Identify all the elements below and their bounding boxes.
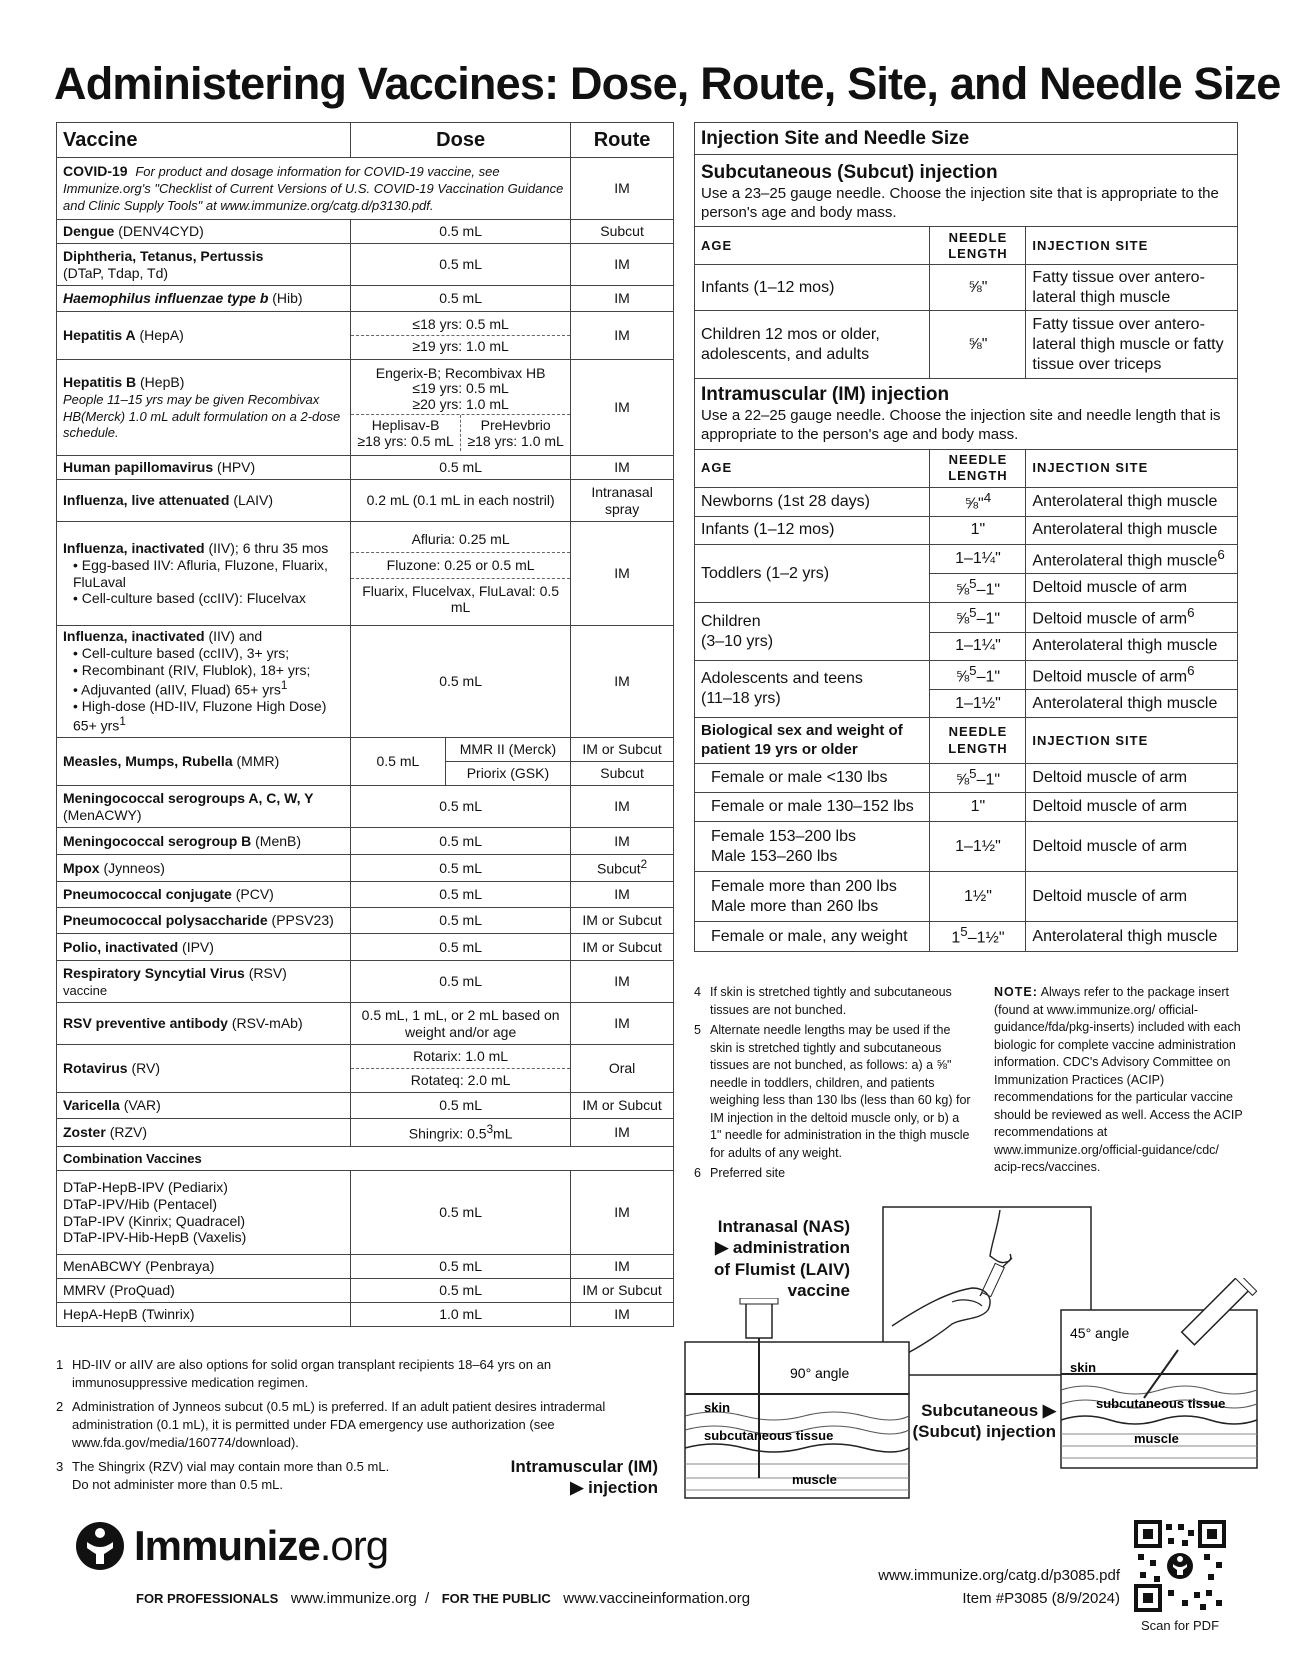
footnote-text: If skin is stretched tightly and subcutaneous tissues are not bunched. bbox=[710, 985, 952, 1017]
vaccine-name: Varicella bbox=[63, 1097, 120, 1114]
footnote-ref: 2 bbox=[640, 858, 648, 872]
col-route: Route bbox=[571, 123, 674, 158]
vaccineinformation-link[interactable]: www.vaccineinformation.org bbox=[563, 1590, 751, 1607]
table-row bbox=[57, 480, 674, 522]
immunize-logo-text bbox=[134, 1522, 388, 1570]
dose: Afluria: 0.25 mL bbox=[351, 527, 570, 553]
bullet: • Adjuvanted (aIIV, Fluad) 65+ yrs bbox=[73, 681, 281, 698]
dose: 0.5 mL bbox=[351, 855, 571, 882]
age: Female or male 130–152 lbs bbox=[695, 793, 930, 822]
vaccine-name: DTaP-IPV (Kinrix; Quadracel) bbox=[63, 1212, 246, 1229]
vaccine-name: Polio, inactivated bbox=[63, 938, 179, 955]
table-row bbox=[57, 828, 674, 855]
route: Intranasal spray bbox=[571, 480, 674, 522]
injection-site: Anterolateral thigh muscle bbox=[1026, 922, 1238, 951]
vaccine-name: DTaP-HepB-IPV (Pediarix) bbox=[63, 1178, 228, 1195]
age: Female or male, any weight bbox=[695, 922, 930, 951]
age: Children 12 mos or older, adolescents, and adults bbox=[695, 311, 930, 379]
age: Children bbox=[701, 612, 761, 630]
route: IM bbox=[571, 828, 674, 855]
footer-right bbox=[820, 1564, 1120, 1611]
injection-site: Anterolateral thigh muscle bbox=[1026, 487, 1238, 516]
vaccine-abbr: (RZV) bbox=[109, 1124, 148, 1141]
needle-length: 1 bbox=[951, 929, 961, 947]
route: IM bbox=[571, 360, 674, 456]
route: IM bbox=[571, 522, 674, 626]
dose: Heplisav-B bbox=[371, 416, 440, 433]
note-text: Always refer to the package insert (found at www.immunize.org/ official-guidance/fda/pkg-inserts) included with each biologic for complete vaccine administration information. CDC's Advisory Committee on Immunization Practices (ACIP) recommendations for the particular vaccine should be reviewed as well. Access the ACIP recommendations at www.immunize.org/official-guidance/cdc/ acip-recs/vaccines. bbox=[994, 985, 1243, 1174]
table-row bbox=[57, 961, 674, 1003]
dose: 0.2 mL (0.1 mL in each nostril) bbox=[351, 480, 571, 522]
vaccine-name: Respiratory Syncytial Virus bbox=[63, 964, 245, 981]
age: Newborns (1st 28 days) bbox=[695, 487, 930, 516]
separator: / bbox=[425, 1590, 430, 1607]
needle-length: ⅝ bbox=[955, 610, 970, 628]
vaccine-name: Hepatitis A bbox=[63, 327, 136, 344]
immunize-logo-icon bbox=[74, 1520, 126, 1572]
logo-suffix: .org bbox=[319, 1522, 389, 1569]
route: IM bbox=[571, 786, 674, 828]
age: Toddlers (1–2 yrs) bbox=[695, 544, 930, 603]
vaccine-abbr: (PCV) bbox=[235, 886, 274, 903]
table-row bbox=[57, 1119, 674, 1147]
footer-links bbox=[136, 1590, 750, 1607]
vaccine-abbr: (PPSV23) bbox=[271, 912, 334, 929]
dose: Rotateq: 2.0 mL bbox=[410, 1072, 511, 1088]
vaccine-abbr: (Jynneos) bbox=[103, 859, 165, 876]
needle-length: 1–1¼" bbox=[930, 632, 1026, 660]
dose: Rotarix: 1.0 mL bbox=[351, 1045, 570, 1069]
section-desc: Use a 23–25 gauge needle. Choose the injection site that is appropriate to the person's age and body mass. bbox=[701, 184, 1219, 221]
table-header: Injection Site and Needle Size bbox=[695, 123, 1238, 155]
table-row bbox=[57, 1279, 674, 1303]
table-row bbox=[695, 311, 1238, 379]
dose: Fluarix, Flucelvax, FluLaval: 0.5 mL bbox=[362, 582, 560, 616]
dose: Fluzone: 0.25 or 0.5 mL bbox=[351, 553, 570, 579]
col-needle-length: NEEDLE LENGTH bbox=[930, 718, 1026, 764]
vaccine-abbr: (RSV) bbox=[248, 964, 287, 981]
col-injection-site: INJECTION SITE bbox=[1026, 718, 1238, 764]
table-row bbox=[695, 793, 1238, 822]
footnote-ref: 6 bbox=[1217, 546, 1225, 562]
vaccine-abbr: (RV) bbox=[131, 1060, 160, 1077]
table-row bbox=[57, 908, 674, 934]
footnote-ref: 1 bbox=[119, 715, 126, 729]
vaccine-name: Dengue bbox=[63, 223, 115, 240]
muscle-label: muscle bbox=[1134, 1431, 1179, 1446]
vaccine-name: Influenza, live attenuated bbox=[63, 492, 230, 509]
dose: 0.5 mL bbox=[351, 220, 571, 244]
vaccine-name: Pneumococcal polysaccharide bbox=[63, 912, 268, 929]
footnote-number: 3 bbox=[56, 1458, 64, 1474]
vaccine-abbr: (IIV); 6 thru 35 mos bbox=[208, 539, 329, 556]
needle-length: ⅝ bbox=[955, 668, 970, 686]
route: IM or Subcut bbox=[571, 738, 674, 762]
bullet: • Cell-culture based (ccIIV), 3+ yrs; bbox=[73, 645, 290, 662]
route: Oral bbox=[571, 1045, 674, 1093]
subcut-label: Subcutaneous ▶ (Subcut) injection bbox=[912, 1401, 1056, 1442]
table-row bbox=[57, 1171, 674, 1255]
syringe bbox=[746, 1300, 772, 1338]
col-vaccine: Vaccine bbox=[57, 123, 351, 158]
injection-site-table bbox=[694, 122, 1238, 952]
vaccine-abbr: (MenB) bbox=[255, 832, 302, 849]
vaccine-abbr: (HepA) bbox=[139, 327, 184, 344]
route: IM bbox=[571, 961, 674, 1003]
vaccine-table bbox=[56, 122, 674, 1327]
footnote-ref: 6 bbox=[1187, 662, 1195, 678]
dose: Shingrix: 0.5 bbox=[408, 1125, 487, 1142]
table-row bbox=[695, 872, 1238, 922]
vaccine-name: DTaP-IPV/Hib (Pentacel) bbox=[63, 1195, 218, 1212]
dose: 0.5 mL bbox=[351, 828, 571, 855]
needle-length: 1–1½" bbox=[930, 822, 1026, 872]
dose: 0.5 mL bbox=[351, 1093, 571, 1119]
footnote-number: 5 bbox=[694, 1023, 701, 1037]
table-row bbox=[57, 312, 674, 360]
route: Subcut bbox=[571, 762, 674, 786]
injection-site: Anterolateral thigh muscle bbox=[1032, 552, 1218, 570]
age: Female more than 200 lbs bbox=[711, 877, 897, 895]
vaccine-name: Measles, Mumps, Rubella bbox=[63, 753, 233, 770]
table-row bbox=[695, 487, 1238, 516]
route: IM bbox=[571, 244, 674, 286]
vaccine-table-header bbox=[57, 123, 674, 158]
needle-length: 1½" bbox=[930, 872, 1026, 922]
needle-length: –1" bbox=[976, 610, 1001, 628]
table-row bbox=[57, 1303, 674, 1327]
table-row bbox=[695, 544, 1238, 573]
dose: ≥18 yrs: 0.5 mL bbox=[357, 433, 454, 450]
immunize-link[interactable]: www.immunize.org bbox=[290, 1590, 417, 1607]
vaccine-name: Rotavirus bbox=[63, 1060, 128, 1077]
table-row bbox=[695, 660, 1238, 689]
table-row bbox=[695, 764, 1238, 793]
vaccine-abbr: (HepB) bbox=[140, 373, 185, 390]
dose: 1.0 mL bbox=[351, 1303, 571, 1327]
table-row bbox=[695, 516, 1238, 544]
footnote-text: Alternate needle lengths may be used if the skin is stretched tightly and subcutaneous tissues are not bunched, as follows: a) a ⅝" needle in toddlers, children, and patients weighing less than 130 lbs (less than 60 kg) for IM injection in the deltoid muscle only, or b) a 1" needle for administration in the thigh muscle for adults of any weight. bbox=[710, 1023, 971, 1160]
dose: ≥19 yrs: 1.0 mL bbox=[412, 338, 509, 354]
product: Priorix (GSK) bbox=[445, 762, 570, 786]
footnote-number: 4 bbox=[694, 985, 701, 999]
section-title: Subcutaneous (Subcut) injection bbox=[701, 162, 998, 183]
scan-label: Scan for PDF bbox=[1140, 1618, 1220, 1633]
footnote-number: 1 bbox=[56, 1357, 64, 1372]
footnote-ref: 5 bbox=[960, 924, 968, 940]
footnote-ref: 6 bbox=[1187, 605, 1195, 621]
col-age: AGE bbox=[695, 227, 930, 265]
footnote-ref: 5 bbox=[969, 662, 977, 678]
age: Infants (1–12 mos) bbox=[695, 265, 930, 311]
dose: ≥18 yrs: 1.0 mL bbox=[467, 433, 564, 450]
needle-length: –1½" bbox=[967, 929, 1005, 947]
dose: 0.5 mL bbox=[351, 1255, 571, 1279]
vaccine-abbr: (DTaP, Tdap, Td) bbox=[63, 264, 169, 281]
injection-site: Anterolateral thigh muscle bbox=[1026, 690, 1238, 718]
needle-length: 1–1¼" bbox=[930, 544, 1026, 573]
footnote-ref: 3 bbox=[486, 1122, 494, 1136]
product: MMR II (Merck) bbox=[445, 738, 570, 762]
injection-site: Fatty tissue over antero-lateral thigh muscle bbox=[1026, 265, 1238, 311]
footnote-ref: 5 bbox=[969, 605, 977, 621]
table-row bbox=[695, 822, 1238, 872]
vaccine-name: Zoster bbox=[63, 1124, 106, 1141]
note-box bbox=[994, 984, 1244, 1177]
nas-label: Intranasal (NAS) ▶ administration of Flumist (LAIV) vaccine bbox=[714, 1217, 850, 1300]
age: Male more than 260 lbs bbox=[711, 897, 879, 915]
footnote-text: HD-IIV or aIIV are also options for solid organ transplant recipients 18–64 yrs on an immunosuppressive medication regimen. bbox=[72, 1357, 552, 1390]
dose: 0.5 mL bbox=[351, 1171, 571, 1255]
dose: 0.5 mL, 1 mL, or 2 mL based on weight and/or age bbox=[351, 1003, 571, 1045]
muscle-label: muscle bbox=[792, 1472, 837, 1487]
dose: PreHevbrio bbox=[480, 416, 551, 433]
vaccine-note: For product and dosage information for COVID-19 vaccine, see Immunize.org's "Checklist of Current Versions of U.S. COVID-19 Vaccination Guidance and Clinic Supply Tools" at www.immunize.org/catg.d/p3130.pdf. bbox=[63, 164, 564, 213]
table-row bbox=[57, 1093, 674, 1119]
needle-length: ⅝" bbox=[930, 265, 1026, 311]
needle-length: –1" bbox=[976, 771, 1001, 789]
vaccine-abbr: (MMR) bbox=[236, 753, 280, 770]
subcut-tissue-label: subcutaneous tissue bbox=[1096, 1396, 1226, 1411]
table-row bbox=[57, 626, 674, 738]
injection-site: Deltoid muscle of arm bbox=[1026, 822, 1238, 872]
adult-header: Biological sex and weight of patient 19 yrs or older bbox=[695, 718, 930, 764]
vaccine-name: COVID-19 bbox=[63, 163, 128, 180]
vaccine-name: Mpox bbox=[63, 859, 100, 876]
col-injection-site: INJECTION SITE bbox=[1026, 449, 1238, 487]
dose-unit: mL bbox=[493, 1125, 513, 1142]
dose: Engerix-B; Recombivax HB bbox=[375, 364, 546, 381]
needle-length: ⅝ bbox=[955, 771, 970, 789]
col-needle-length: NEEDLE LENGTH bbox=[930, 449, 1026, 487]
route: IM or Subcut bbox=[571, 1279, 674, 1303]
route: IM bbox=[571, 312, 674, 360]
dose: ≥20 yrs: 1.0 mL bbox=[412, 395, 509, 412]
table-row bbox=[57, 522, 674, 626]
im-label: Intramuscular (IM) ▶ injection bbox=[510, 1457, 658, 1498]
vaccine-name: Hepatitis B bbox=[63, 373, 137, 390]
vaccine-name: Meningococcal serogroup B bbox=[63, 832, 252, 849]
dose: 0.5 mL bbox=[351, 456, 571, 480]
age: Adolescents and teens bbox=[701, 669, 863, 687]
subcut-tissue-label: subcutaneous tissue bbox=[704, 1428, 834, 1443]
route: IM bbox=[571, 286, 674, 312]
dose: 0.5 mL bbox=[351, 244, 571, 286]
age: Infants (1–12 mos) bbox=[695, 516, 930, 544]
logo-main: Immunize bbox=[134, 1522, 320, 1569]
needle-length: ⅝" bbox=[964, 494, 984, 512]
page-title: Administering Vaccines: Dose, Route, Site, and Needle Size bbox=[54, 58, 1281, 109]
bullet: • Egg-based IIV: Afluria, Fluzone, Fluarix, FluLaval bbox=[73, 556, 328, 590]
needle-length: –1" bbox=[976, 668, 1001, 686]
table-row bbox=[57, 244, 674, 286]
section-title: Intramuscular (IM) injection bbox=[701, 384, 950, 406]
dose: 0.5 mL bbox=[351, 882, 571, 908]
age: (11–18 yrs) bbox=[701, 689, 781, 707]
vaccine-name: MenABCWY (Penbraya) bbox=[57, 1255, 351, 1279]
vaccine-name: Haemophilus influenzae type b bbox=[63, 290, 269, 307]
col-dose: Dose bbox=[351, 123, 571, 158]
angle-label: 90° angle bbox=[790, 1365, 850, 1381]
footnote-ref: 5 bbox=[969, 766, 977, 782]
vaccine-name: RSV preventive antibody bbox=[63, 1015, 228, 1032]
vaccine-abbr: (LAIV) bbox=[233, 492, 274, 509]
footnote-ref: 5 bbox=[969, 576, 977, 592]
table-row bbox=[57, 738, 674, 762]
route: IM or Subcut bbox=[571, 1093, 674, 1119]
injection-site: Deltoid muscle of arm bbox=[1032, 610, 1188, 628]
footnotes-right bbox=[694, 984, 974, 1183]
table-row bbox=[695, 265, 1238, 311]
injection-site: Deltoid muscle of arm bbox=[1026, 764, 1238, 793]
table-row bbox=[57, 786, 674, 828]
footnote-text: The Shingrix (RZV) vial may contain more than 0.5 mL. Do not administer more than 0.5 mL. bbox=[72, 1458, 390, 1492]
needle-length: –1" bbox=[976, 581, 1001, 599]
route: IM bbox=[571, 1003, 674, 1045]
vaccine-abbr: (DENV4CYD) bbox=[118, 223, 204, 240]
vaccine-name: Human papillomavirus bbox=[63, 459, 214, 476]
needle-length: ⅝" bbox=[930, 311, 1026, 379]
injection-site: Deltoid muscle of arm bbox=[1026, 872, 1238, 922]
vaccine-abbr: (Hib) bbox=[272, 290, 303, 307]
col-age: AGE bbox=[695, 449, 930, 487]
for-professionals-label: FOR PROFESSIONALS bbox=[136, 1591, 279, 1606]
age: Male 153–260 lbs bbox=[711, 847, 838, 865]
qr-code-icon bbox=[1134, 1520, 1226, 1612]
table-row bbox=[57, 1147, 674, 1171]
vaccine-name: Influenza, inactivated bbox=[63, 628, 205, 645]
footnote-ref: 1 bbox=[280, 678, 288, 692]
table-row bbox=[57, 456, 674, 480]
injection-site: Anterolateral thigh muscle bbox=[1026, 632, 1238, 660]
footnote-number: 6 bbox=[694, 1166, 701, 1180]
dose: 0.5 mL bbox=[351, 786, 571, 828]
section-desc: Use a 22–25 gauge needle. Choose the injection site and needle length that is appropriate to the person's age and body mass. bbox=[701, 407, 1221, 443]
route: IM or Subcut bbox=[571, 908, 674, 934]
table-row bbox=[57, 1255, 674, 1279]
vaccine-name: Meningococcal serogroups A, C, W, Y bbox=[63, 789, 314, 806]
col-injection-site: INJECTION SITE bbox=[1026, 227, 1238, 265]
bullet: • High-dose (HD-IIV, Fluzone High Dose) 65+ yrs bbox=[73, 698, 327, 734]
skin-label: skin bbox=[1070, 1360, 1097, 1375]
vaccine-abbr: (MenACWY) bbox=[63, 806, 142, 823]
table-row bbox=[695, 922, 1238, 951]
table-row bbox=[57, 360, 674, 456]
injection-site: Deltoid muscle of arm bbox=[1026, 793, 1238, 822]
age: Female or male <130 lbs bbox=[695, 764, 930, 793]
note-label: NOTE: bbox=[994, 985, 1038, 999]
needle-length: 1" bbox=[930, 793, 1026, 822]
dose: 0.5 mL bbox=[351, 934, 571, 961]
table-row bbox=[57, 286, 674, 312]
route: IM bbox=[571, 158, 674, 220]
injection-site: Deltoid muscle of arm bbox=[1032, 668, 1188, 686]
col-needle-length: NEEDLE LENGTH bbox=[930, 227, 1026, 265]
route: IM bbox=[571, 1255, 674, 1279]
vaccine-abbr: (VAR) bbox=[123, 1097, 161, 1114]
vaccine-abbr: vaccine bbox=[63, 982, 108, 998]
pdf-link[interactable]: www.immunize.org/catg.d/p3085.pdf bbox=[878, 1567, 1120, 1584]
im-injection-diagram bbox=[684, 1298, 910, 1502]
route: IM bbox=[571, 882, 674, 908]
table-row bbox=[57, 855, 674, 882]
injection-site: Anterolateral thigh muscle bbox=[1026, 516, 1238, 544]
age: Female 153–200 lbs bbox=[711, 827, 856, 845]
table-row bbox=[57, 1045, 674, 1093]
needle-length: 1" bbox=[930, 516, 1026, 544]
item-number: Item #P3085 (8/9/2024) bbox=[962, 1590, 1120, 1608]
footnote-text: Preferred site bbox=[710, 1166, 786, 1180]
dose: ≤18 yrs: 0.5 mL bbox=[351, 314, 570, 336]
injection-site: Deltoid muscle of arm bbox=[1026, 574, 1238, 603]
vaccine-name: DTaP-IPV-Hib-HepB (Vaxelis) bbox=[63, 1229, 247, 1246]
subcut-injection-diagram bbox=[1060, 1278, 1260, 1470]
dose: 0.5 mL bbox=[351, 286, 571, 312]
vaccine-abbr: (IPV) bbox=[182, 938, 214, 955]
vaccine-name: HepA-HepB (Twinrix) bbox=[57, 1303, 351, 1327]
age: (3–10 yrs) bbox=[701, 632, 774, 650]
vaccine-abbr: (HPV) bbox=[217, 459, 256, 476]
route: IM bbox=[571, 1119, 674, 1147]
vaccine-name: Diphtheria, Tetanus, Pertussis bbox=[63, 247, 264, 264]
vaccine-name: Influenza, inactivated bbox=[63, 539, 205, 556]
table-row bbox=[57, 882, 674, 908]
vaccine-name: MMRV (ProQuad) bbox=[57, 1279, 351, 1303]
table-row bbox=[57, 158, 674, 220]
section-label: Combination Vaccines bbox=[57, 1147, 674, 1171]
route: IM bbox=[571, 1171, 674, 1255]
route: IM or Subcut bbox=[571, 934, 674, 961]
footnote-number: 2 bbox=[56, 1398, 64, 1414]
angle-label: 45° angle bbox=[1070, 1325, 1130, 1341]
footnote-ref: 4 bbox=[983, 489, 992, 505]
table-row bbox=[695, 603, 1238, 632]
route: IM bbox=[571, 456, 674, 480]
vaccine-name: Pneumococcal conjugate bbox=[63, 886, 232, 903]
vaccine-note: People 11–15 yrs may be given Recombivax HB(Merck) 1.0 mL adult formulation on a 2-dose schedule. bbox=[63, 391, 341, 441]
route: Subcut bbox=[571, 220, 674, 244]
for-public-label: FOR THE PUBLIC bbox=[441, 1591, 551, 1606]
dose: 0.5 mL bbox=[351, 738, 446, 786]
route: IM bbox=[571, 1303, 674, 1327]
dose: 0.5 mL bbox=[351, 626, 571, 738]
dose: 0.5 mL bbox=[351, 908, 571, 934]
table-row bbox=[57, 1003, 674, 1045]
vaccine-abbr: (IIV) and bbox=[208, 628, 263, 645]
footnote-text: Administration of Jynneos subcut (0.5 mL) is preferred. If an adult patient desires intradermal administration (0.1 mL), it is permitted under FDA emergency use authorization (see www.fda.gov/media/160774/download). bbox=[72, 1398, 606, 1450]
vaccine-abbr: (RSV-mAb) bbox=[231, 1015, 303, 1032]
dose: ≤19 yrs: 0.5 mL bbox=[412, 380, 509, 397]
dose: 0.5 mL bbox=[351, 1279, 571, 1303]
bullet: • Cell-culture based (ccIIV): Flucelvax bbox=[73, 590, 306, 607]
needle-length: ⅝ bbox=[955, 581, 970, 599]
skin-label: skin bbox=[704, 1400, 731, 1415]
route: IM bbox=[571, 626, 674, 738]
needle-length: 1–1½" bbox=[930, 690, 1026, 718]
table-row bbox=[57, 220, 674, 244]
injection-site: Fatty tissue over antero-lateral thigh muscle or fatty tissue over triceps bbox=[1026, 311, 1238, 379]
route: Subcut bbox=[597, 860, 641, 877]
dose: 0.5 mL bbox=[351, 961, 571, 1003]
bullet: • Recombinant (RIV, Flublok), 18+ yrs; bbox=[73, 662, 311, 679]
table-row bbox=[57, 934, 674, 961]
